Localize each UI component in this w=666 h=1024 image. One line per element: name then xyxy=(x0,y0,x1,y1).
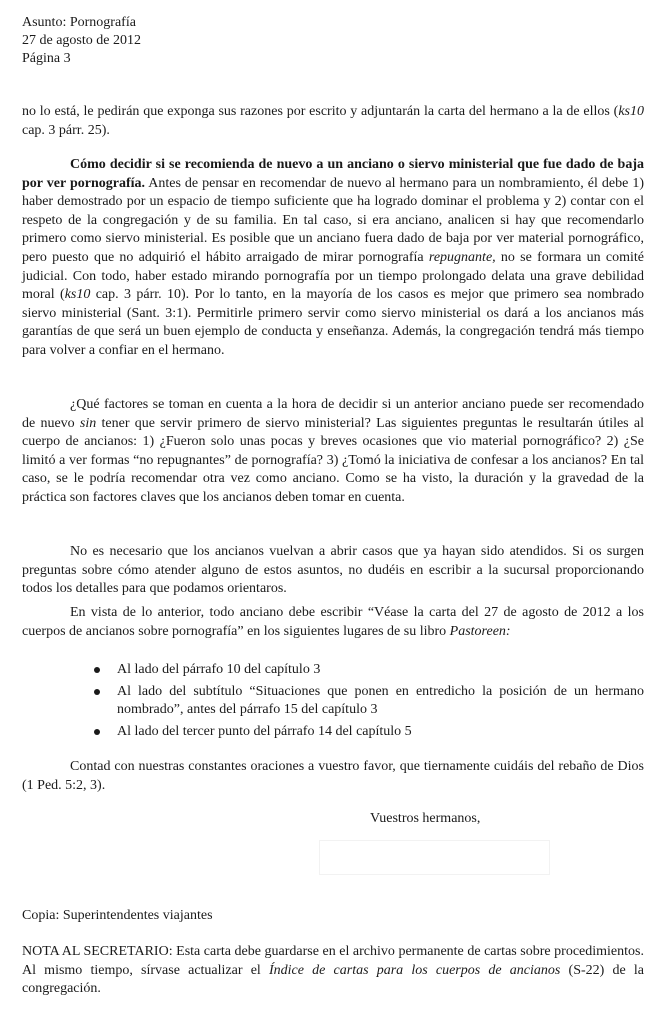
paragraph-recommend-again: Cómo decidir si se recomienda de nuevo a un anciano o siervo ministerial que fue dado de baja por ver pornografía. Antes de pensar en recomendar de nuevo al hermano para un nombramiento, él debe 1) haber demostrado por un espacio de tiempo suficiente que ha logrado dominar el problema y 2) contar con el respeto de la congregación y de su familia. En tal caso, si era anciano, analicen si hay que recomendarlo primero como siervo ministerial. Es posible que un anciano fuera dado de baja por ver material pornográfico, pero puesto que no adquirió el hábito arraigado de mirar pornografía repugnante, no se formara un comité judicial. Con todo, haber estado mirando pornografía por un tiempo prolongado delata una grave debilidad moral (ks10 cap. 3 párr. 10). Por lo tanto, en la mayoría de los casos es mejor que primero sea nombrado siervo ministerial (Sant. 3:1). Permitirle primero servir como siervo ministerial os dará a los ancianos más garantías de que será un buen ejemplo de conducta y enseñanza. Además, la congregación tendrá más tiempo para volver a confiar en el hermano. xyxy=(22,157,644,358)
emphasis-repugnante: repugnante, xyxy=(428,249,496,265)
list-item: Al lado del párrafo 10 del capítulo 3 xyxy=(94,661,644,680)
reference-ks10: ks10 xyxy=(618,104,644,119)
bullet-list xyxy=(94,661,644,744)
reference-ks10: ks10 xyxy=(64,287,91,303)
list-item: Al lado del tercer punto del párrafo 14 del capítulo 5 xyxy=(94,723,644,742)
subject-line: Asunto: Pornografía xyxy=(22,15,136,30)
section-heading: Cómo decidir si se recomienda de nuevo a un anciano o siervo ministerial que fue dado de baja por ver pornografía. xyxy=(22,157,644,191)
secretary-note: NOTA AL SECRETARIO: Esta carta debe guardarse en el archivo permanente de cartas sobre procedimientos. Al mismo tiempo, sírvase actualizar el Índice de cartas para los cuerpos de ancianos (S-22) de la congregación. xyxy=(22,944,644,997)
index-title: Índice de cartas para los cuerpos de ancianos xyxy=(268,962,561,978)
paragraph-prayers: Contad con nuestras constantes oraciones a vuestro favor, que tiernamente cuidáis del rebaño de Dios (1 Ped. 5:2, 3). xyxy=(22,759,644,793)
list-item: Al lado del subtítulo “Situaciones que ponen en entredicho la posición de un hermano nombrado”, antes del párrafo 15 del capítulo 3 xyxy=(94,683,644,720)
date-line: 27 de agosto de 2012 xyxy=(22,33,141,48)
page-number: Página 3 xyxy=(22,51,71,66)
closing-salutation: Vuestros hermanos, xyxy=(370,811,481,826)
paragraph-instructions: En vista de lo anterior, todo anciano debe escribir “Véase la carta del 27 de agosto de 2012 a los cuerpos de ancianos sobre pornografía” en los siguientes lugares de su libro Pastoreen: xyxy=(22,605,644,639)
letter-header xyxy=(22,14,141,68)
paragraph-factors: ¿Qué factores se toman en cuenta a la hora de decidir si un anterior anciano puede ser recomendado de nuevo sin tener que servir primero de siervo ministerial? Las siguientes preguntas le resultarán útiles al cuerpo de ancianos: 1) ¿Fueron solo unas pocas y breves ocasiones que vio material pornográfico? 2) ¿Se limitó a ver formas “no repugnantes” de pornografía? 3) ¿Tomó la iniciativa de confesar a los ancianos? En tal caso, se le podría recomendar otra vez como anciano. Como se ha visto, la duración y la gravedad de la práctica son factores claves que los ancianos deben tomar en cuenta. xyxy=(22,397,644,505)
paragraph-continuation: no lo está, le pedirán que exponga sus razones por escrito y adjuntarán la carta del hermano a la de ellos (ks10 cap. 3 párr. 25). xyxy=(22,104,644,138)
emphasis-sin: sin xyxy=(79,415,97,431)
paragraph-reopen-cases: No es necesario que los ancianos vuelvan a abrir casos que ya hayan sido atendidos. Si os surgen preguntas sobre cómo atender alguno de estos asuntos, no dudéis en escribir a la sucursal proporcionando todos los detalles para que podamos orientaros. xyxy=(22,544,644,597)
book-title-pastoreen: Pastoreen: xyxy=(449,623,511,639)
copy-line: Copia: Superintendentes viajantes xyxy=(22,908,213,923)
redacted-signature xyxy=(319,840,550,875)
